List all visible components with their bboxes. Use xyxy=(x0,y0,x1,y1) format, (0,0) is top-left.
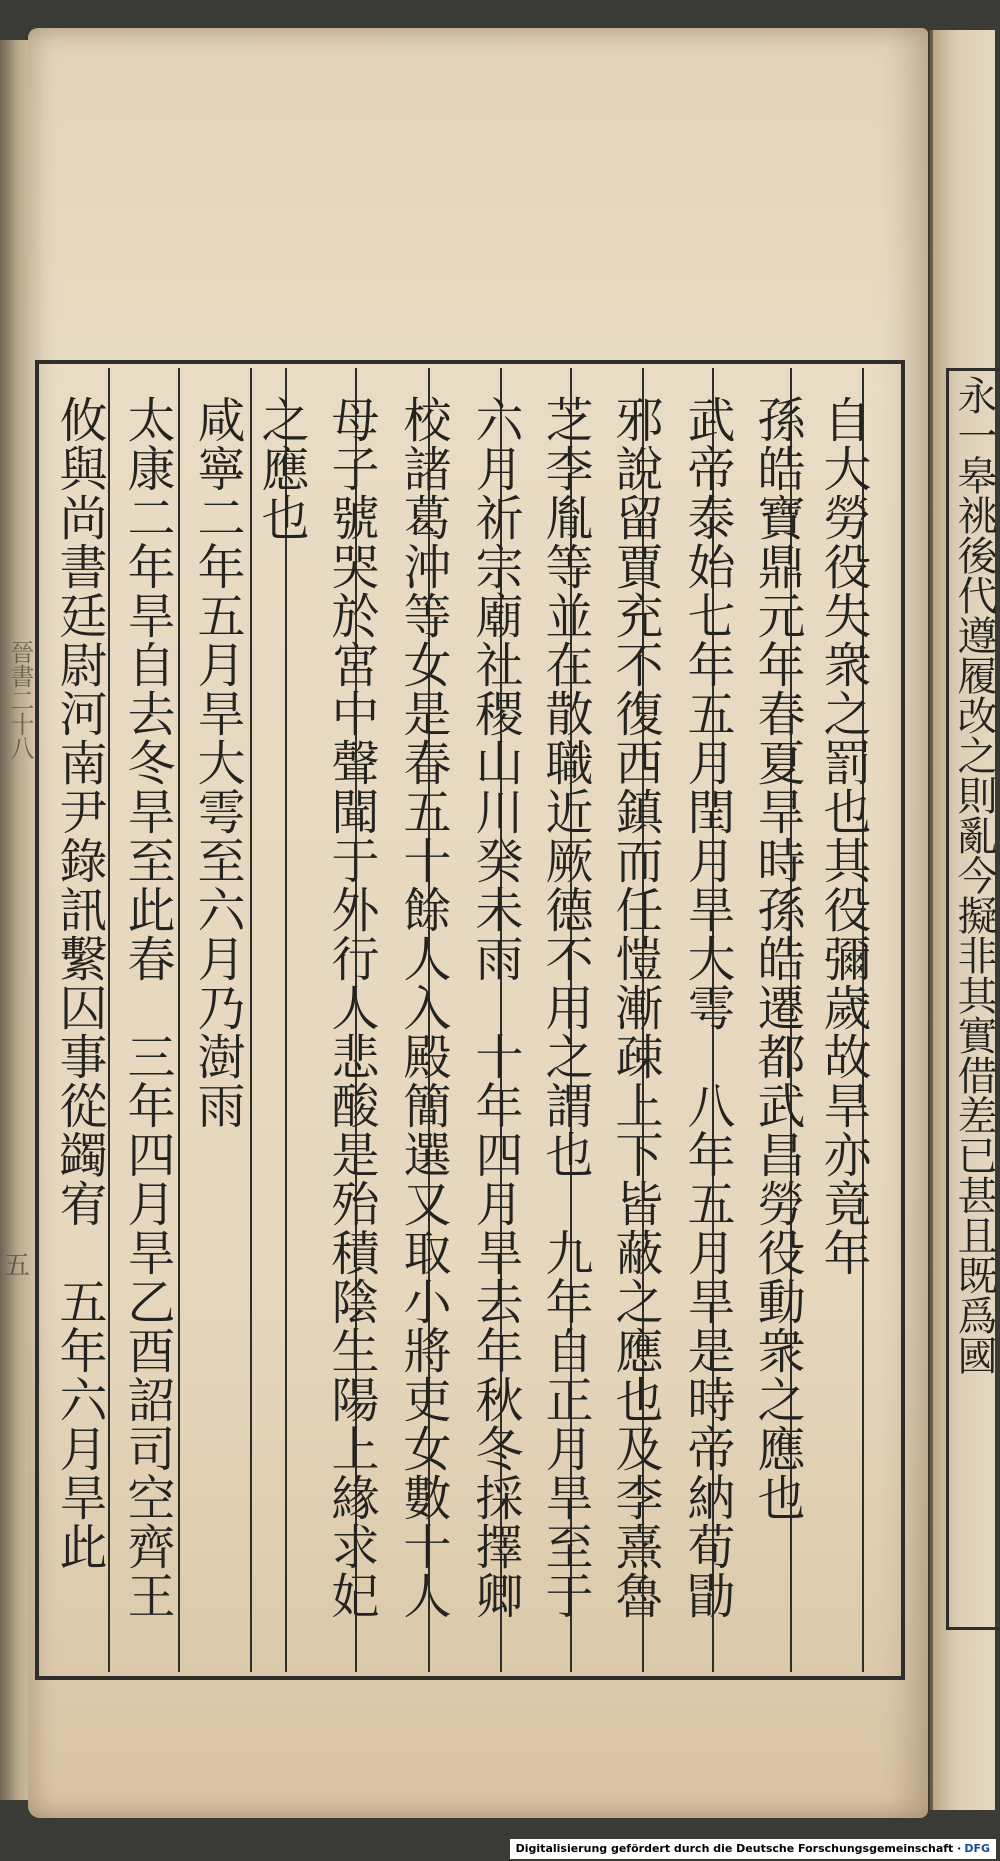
credit-text: Digitalisierung gefördert durch die Deutsche Forschungsgemeinschaft · xyxy=(515,1842,962,1855)
credit-bar xyxy=(510,1839,996,1859)
text-column-2: 孫皓寶鼎元年春夏旱時孫皓遷都武昌勞役動衆之應也 xyxy=(749,395,805,1522)
text-column-3: 武帝泰始七年五月閏月旱大雩 八年五月旱是時帝納荀勖 xyxy=(679,395,735,1620)
text-column-7: 校諸葛沖等女是春五十餘人入殿簡選又取小將吏女數十人 xyxy=(395,395,451,1620)
text-column-9: 之應也 xyxy=(253,395,309,542)
text-column-5: 芝李胤等並在散職近厥德不用之謂也 九年自正月旱至于 xyxy=(537,395,593,1620)
page-edges xyxy=(0,40,30,1800)
text-column-6: 六月祈宗廟社稷山川癸未雨 十年四月旱去年秋冬採擇卿 xyxy=(467,395,523,1620)
text-column-12: 攸與尚書廷尉河南尹錄訊繫囚事從蠲宥 五年六月旱此 xyxy=(51,395,107,1571)
text-column-4: 邪說留賈充不復西鎮而任愷漸疎上下皆蔽之應也及李熹魯 xyxy=(607,395,663,1620)
text-column-8: 母子號哭於宮中聲聞于外行人悲酸是殆積陰生陽上緣求妃 xyxy=(323,395,379,1620)
next-page-column: 永一皋祧後代遵履改之則亂今擬非其實借差已甚且既爲國 xyxy=(951,375,997,1375)
text-column-11: 太康二年旱自去冬旱至此春 三年四月旱乙酉詔司空齊王 xyxy=(119,395,175,1620)
text-column-10: 咸寧二年五月旱大雩至六月乃澍雨 xyxy=(189,395,245,1130)
text-column-1: 自大勞役失衆之罰也其役彌歲故旱亦竟年 xyxy=(815,395,871,1277)
dfg-logo: DFG xyxy=(964,1842,990,1855)
folio-number: 五 xyxy=(4,1251,31,1281)
margin-title: 晉書二十八 xyxy=(6,640,34,760)
